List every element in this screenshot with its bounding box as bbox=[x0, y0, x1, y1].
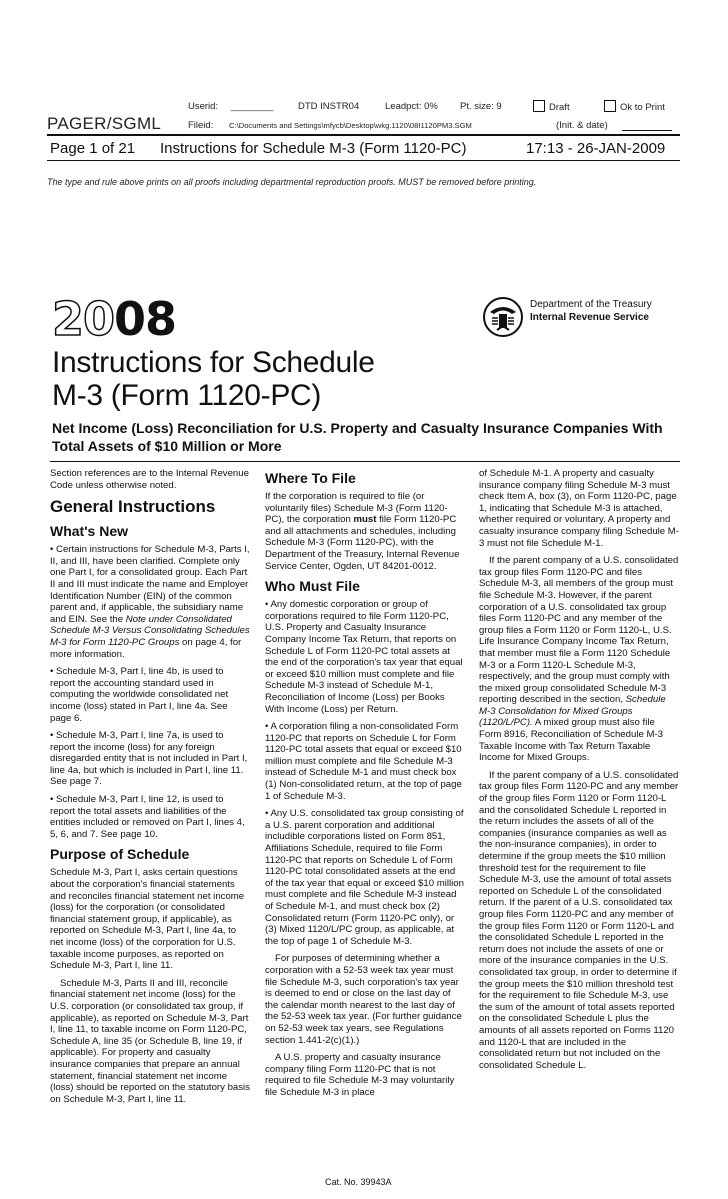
proof-note: The type and rule above prints on all proofs including departmental reproduction proofs. MUST be removed before printing. bbox=[47, 177, 537, 187]
where-text-end: file Form 1120-PC and all attachments and schedules, including Schedule M-3 (Form 1120-PC), with the Department of the Treasury, Internal Revenue Service Center, Ogden, UT 84201-0012. bbox=[265, 514, 460, 572]
init-date-label: (Init. & date) bbox=[556, 120, 608, 131]
userid-label: Userid: bbox=[188, 101, 219, 112]
italic-ref: Schedule M-3 Consolidation for Mixed Groups (1120/L/PC). bbox=[479, 694, 666, 729]
page-number: Page 1 of 21 bbox=[50, 140, 136, 157]
bullet-paragraph: • Schedule M-3, Part I, line 4b, is used to report the accounting standard used in computing the worldwide consolidated net income (loss) stated in Part I, line 4a. See page 6. bbox=[50, 666, 229, 724]
ok-to-print-label: Ok to Print bbox=[620, 102, 665, 113]
main-title-line2: M-3 (Form 1120-PC) bbox=[52, 379, 322, 412]
intro-text: Section references are to the Internal Revenue Code unless otherwise noted. bbox=[50, 468, 249, 491]
bullet-paragraph: • Any U.S. consolidated tax group consisting of a U.S. parent corporation and additional includible corporations listed on Form 851, Affiliations Schedule, required to file Form 1120-PC that reports on Schedule L of Form 1120-PC total consolidated assets at the end of the tax year that equal or exceed $10 million must complete and file Schedule M-3 instead of Schedule M-1, and must check box (2) Consolidated return (Form 1120-PC only), or (3) Mixed 1120/L/PC group, as applicable, at the top of page 1 of Schedule M-3. bbox=[265, 808, 464, 947]
column-left bbox=[50, 468, 250, 1111]
tax-year bbox=[52, 292, 176, 346]
bullet-paragraph bbox=[50, 544, 250, 660]
department-block bbox=[530, 298, 652, 324]
proof-rule-top bbox=[47, 134, 680, 136]
ptsize-label: Pt. size: 9 bbox=[460, 101, 502, 112]
draft-label: Draft bbox=[549, 102, 570, 113]
body-paragraph: A U.S. property and casualty insurance company filing Form 1120-PC that is not required to file Schedule M-3 may voluntarily file Schedule M-3 in place bbox=[265, 1052, 455, 1098]
heading-purpose: Purpose of Schedule bbox=[50, 846, 190, 863]
body-paragraph: Schedule M-3, Parts II and III, reconcile financial statement net income (loss) for the U.S. corporation (or consolidated tax group, if applicable), as reported on Schedule M-3, Part I, line 11, to taxable income on Form 1120-PC, Schedule A, line 35 (or Schedule B, line 19, if applicable). For property and casualty insurance companies that prepare an annual statement, financial statement net income (loss) should be reported on the statutory basis on Schedule M-3, Part I, line 11. bbox=[50, 977, 250, 1105]
heading-who-must-file: Who Must File bbox=[265, 578, 360, 595]
heading-general-instructions: General Instructions bbox=[50, 497, 216, 517]
timestamp: 17:13 - 26-JAN-2009 bbox=[526, 140, 666, 157]
catalog-number: Cat. No. 39943A bbox=[325, 1177, 392, 1187]
bullet-paragraph: • Any domestic corporation or group of corporations required to file Form 1120-PC, U.S. Property and Casualty Insurance Company Income Tax Return, that reports on Schedule L of Form 1120-PC total assets at the end of the corporation's tax year that equal or exceed $10 million must complete and file Schedule M-3 instead of Schedule M-1, Reconciliation of Income (Loss) per Books With Income (Loss) per Return. bbox=[265, 599, 463, 715]
heading-where-to-file: Where To File bbox=[265, 470, 356, 486]
draft-checkbox[interactable] bbox=[533, 100, 570, 113]
pager-label: PAGER/SGML bbox=[47, 114, 162, 133]
main-title-line1: Instructions for Schedule bbox=[52, 346, 375, 379]
heading-whats-new: What's New bbox=[50, 523, 129, 540]
fileid-value: C:\Documents and Settings\mfycb\Desktop\wkg.1120\08I1120PM3.SGM bbox=[229, 121, 472, 130]
column-right bbox=[479, 468, 679, 1077]
proof-rule-bottom bbox=[47, 160, 680, 161]
bullet-text-end: on page 4, for more information. bbox=[50, 636, 242, 660]
main-title bbox=[52, 346, 375, 412]
body-paragraph: For purposes of determining whether a corporation with a 52-53 week tax year must file Schedule M-3, such corporation's tax year is deemed to end or close on the last day of the calendar month nearest to the last day of the 52-53 week tax year. (For further guidance on 52-53 week tax years, see Regulations section 1.441-2(c)(1).) bbox=[265, 953, 462, 1046]
bullet-paragraph: • A corporation filing a non-consolidated Form 1120-PC that reports on Schedule L for Form 1120-PC total assets that equal or exceed $10 million must complete and file Schedule M-3 instead of Schedule M-1 and must check box (1) Non-consolidated return, at the top of page 1 of Schedule M-3. bbox=[265, 721, 462, 802]
checkbox-icon bbox=[604, 100, 616, 112]
body-paragraph bbox=[265, 491, 465, 572]
year-suffix: 08 bbox=[114, 292, 177, 346]
init-date-line bbox=[622, 130, 672, 131]
body-text-end: A mixed group must also file Form 8916, Reconciliation of Schedule M-3 Taxable Income with Tax Return Taxable Income for Mixed Groups. bbox=[479, 717, 663, 764]
year-prefix: 20 bbox=[52, 292, 115, 346]
checkbox-icon bbox=[533, 100, 545, 112]
masthead-rule bbox=[50, 461, 680, 462]
body-paragraph bbox=[479, 555, 679, 764]
userid-value: ________ bbox=[231, 101, 274, 112]
where-text: If the corporation is required to file (or voluntarily files) Schedule M-3 (Form 1120-PC), the corporation bbox=[265, 491, 448, 526]
leadpct-label: Leadpct: 0% bbox=[385, 101, 438, 112]
department-name: Department of the Treasury bbox=[530, 299, 652, 310]
bullet-paragraph: • Schedule M-3, Part I, line 7a, is used to report the income (loss) for any foreign disregarded entity that is not included in Part I, line 4a, but which is included in Part I, line 11. See page 7. bbox=[50, 730, 248, 788]
column-middle bbox=[265, 468, 465, 1105]
bullet-text: • Certain instructions for Schedule M-3, Parts I, II, and III, have been clarified. Complete only one Part I, for a consolidated group. Each Part II and III must indicate the name and Employer Identification Number (EIN) of the common parent and, if applicable, the subsidiary name and EIN. See the bbox=[50, 544, 250, 625]
body-text: If the parent company of a U.S. consolidated tax group files Form 1120-PC and files Schedule M-3, all members of the group must file Schedule M-3. However, if the parent corporation of a U.S. consolidated tax group files Form 1120-PC and any member of the group files a Form 1120 or Form 1120-L, U.S. Life Insurance Company Income Tax Return, that member must file a Form 1120 Schedule M-3 or a Form 1120-L Schedule M-3, respectively, and the group must comply with the mixed group consolidated Schedule M-3 reporting described in the section, bbox=[479, 555, 679, 706]
subtitle: Net Income (Loss) Reconciliation for U.S. Property and Casualty Insurance Companies With Total Assets of $10 Million or More bbox=[52, 420, 663, 454]
document-title: Instructions for Schedule M-3 (Form 1120-PC) bbox=[160, 140, 467, 157]
bullet-italic-ref: Note under Consolidated Schedule M-3 Versus Consolidating Schedules M-3 for Form 1120-PC Groups bbox=[50, 613, 250, 648]
body-paragraph: If the parent company of a U.S. consolidated tax group files Form 1120-PC and any member of the group files Form 1120 or Form 1120-L and the consolidated Schedule L reported in the return includes the assets of all of the companies (insurance companies as well as the non-insurance companies), in order to determine if the group meets the $10 million threshold test for the requirement to file Schedule M-3, use the amount of total assets reported on Schedule L of the consolidated return. If the parent of a U.S. consolidated tax group files Form 1120-PC and any member of the group files Form 1120 or Form 1120-L and the consolidated Schedule L reported in the return does not include the assets of one or more of the insurance companies in the U.S. consolidated tax group, in order to determine if the group meets the $10 million threshold test for the requirement to file Schedule M-3, use the sum of the amount of total assets reported on the consolidated Schedule L plus the amounts of all assets reported on Forms 1120 and 1120-L that are included in the consolidated return but not included on the consolidated Schedule L. bbox=[479, 769, 679, 1071]
fileid-label: Fileid: bbox=[188, 120, 214, 131]
dtd-label: DTD INSTR04 bbox=[298, 101, 360, 112]
ok-to-print-checkbox[interactable] bbox=[604, 100, 665, 113]
agency-name: Internal Revenue Service bbox=[530, 312, 649, 323]
where-emphasis: must bbox=[353, 514, 377, 526]
irs-eagle-logo-icon bbox=[482, 296, 524, 338]
body-paragraph: of Schedule M-1. A property and casualty insurance company filing Schedule M-3 must check Item A, box (3), on Form 1120-PC, page 1, indicating that Schedule M-3 is attached, whether required or voluntary. A property and casualty insurance company filing Schedule M-3 must not file Schedule M-1. bbox=[479, 468, 679, 549]
bullet-paragraph: • Schedule M-3, Part I, line 12, is used to report the total assets and liabilities of the entities included or removed on Part I, lines 4, 5, 6, and 7. See page 10. bbox=[50, 794, 245, 840]
body-paragraph: Schedule M-3, Part I, asks certain questions about the corporation's financial statements and reconciles financial statement net income (loss) for the corporation (or consolidated financial statement group, if applicable), as reported on Schedule M-3, Part I, line 4a, to net income (loss) of the corporation for U.S. taxable income purposes, as reported on Schedule M-3, Part I, line 11. bbox=[50, 867, 245, 972]
